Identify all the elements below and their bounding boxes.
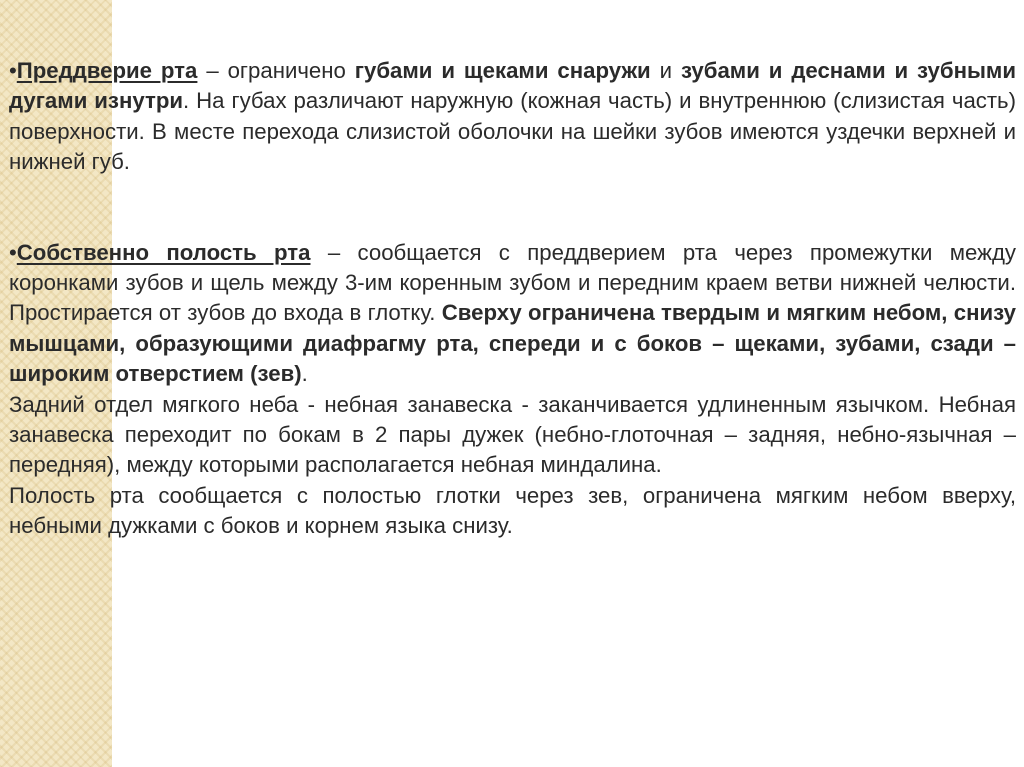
slide-content: [9, 56, 1016, 542]
paragraph-vestibule: [9, 56, 1016, 178]
paragraph-pharynx-connection: Полость рта сообщается с полостью глотки через зев, ограничена мягким небом вверху, небными дужками с боков и корнем языка снизу.: [9, 482, 1016, 539]
term-oral-cavity: Собственно полость рта: [16, 239, 311, 265]
bold-segment: зубами и деснами и зубными дугами изнутри: [9, 58, 1016, 114]
text-segment: . На губах различают наружную (кожная часть) и внутреннюю (слизистая часть) поверхности. В месте перехода слизистой оболочки на шейки зубов имеются уздечки верхней и нижней губ.: [9, 88, 1016, 175]
bold-segment: губами и щеками снаружи: [354, 58, 651, 83]
text-segment: .: [301, 361, 308, 387]
paragraph-soft-palate: Задний отдел мягкого неба - небная занавеска - заканчивается удлиненным язычком. Небная занавеска переходит по бокам в 2 пары дужек (небно-глоточная – задняя, небно-язычная – передняя), между которыми располагается небная миндалина.: [9, 391, 1016, 478]
bold-segment: Сверху ограничена твердым и мягким небом, снизу мышцами, образующими диафрагму рта, спереди и с боков – щеками, зубами, сзади – широким отверстием (зев): [9, 300, 1016, 387]
text-segment: – сообщается с преддверием рта через промежутки между коронками зубов и щель между 3-им коренным зубом и передним краем ветви нижней челюсти. Простирается от зубов до входа в глотку.: [9, 239, 1016, 326]
bullet: •: [9, 58, 17, 83]
term-vestibule: Преддверие рта: [16, 58, 198, 83]
text-segment: – ограничено: [197, 58, 355, 83]
paragraph-oral-cavity: [9, 238, 1016, 390]
text-segment: и: [650, 58, 681, 83]
bullet: •: [9, 239, 17, 265]
